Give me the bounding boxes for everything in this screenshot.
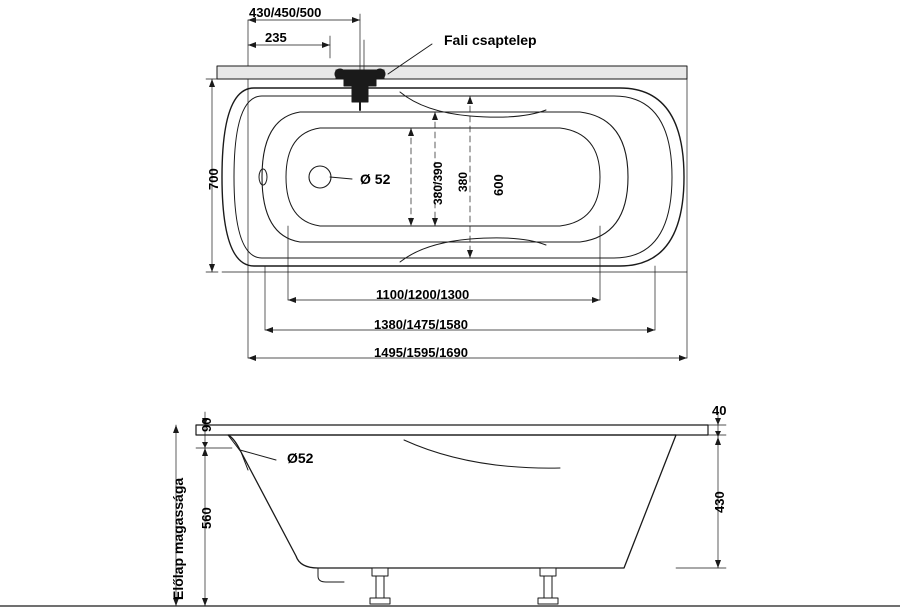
dim-height-700: 700 [206,168,221,190]
dim-rim-90: 90 [199,417,214,432]
dim-inner-380: 380 [456,171,470,192]
dim-1100: 1100/1200/1300 [376,287,470,302]
label-drain-diameter-top: Ø 52 [360,171,391,187]
dim-inner-380-390: 380/390 [431,161,445,205]
dim-height-430: 430 [712,491,727,513]
dim-height-560: 560 [199,507,214,529]
label-wall-tap: Fali csaptelep [444,32,537,48]
label-drain-diameter-side: Ø52 [287,450,314,466]
dim-1380: 1380/1475/1580 [374,317,468,332]
dim-faucet-offset: 235 [265,30,287,45]
label-apron-height: Előlap magassága [170,477,186,600]
dim-rim-40: 40 [712,403,727,418]
dim-faucet-spacing: 430/450/500 [249,5,322,20]
dim-1495: 1495/1595/1690 [374,345,468,360]
dim-inner-600: 600 [491,174,506,196]
